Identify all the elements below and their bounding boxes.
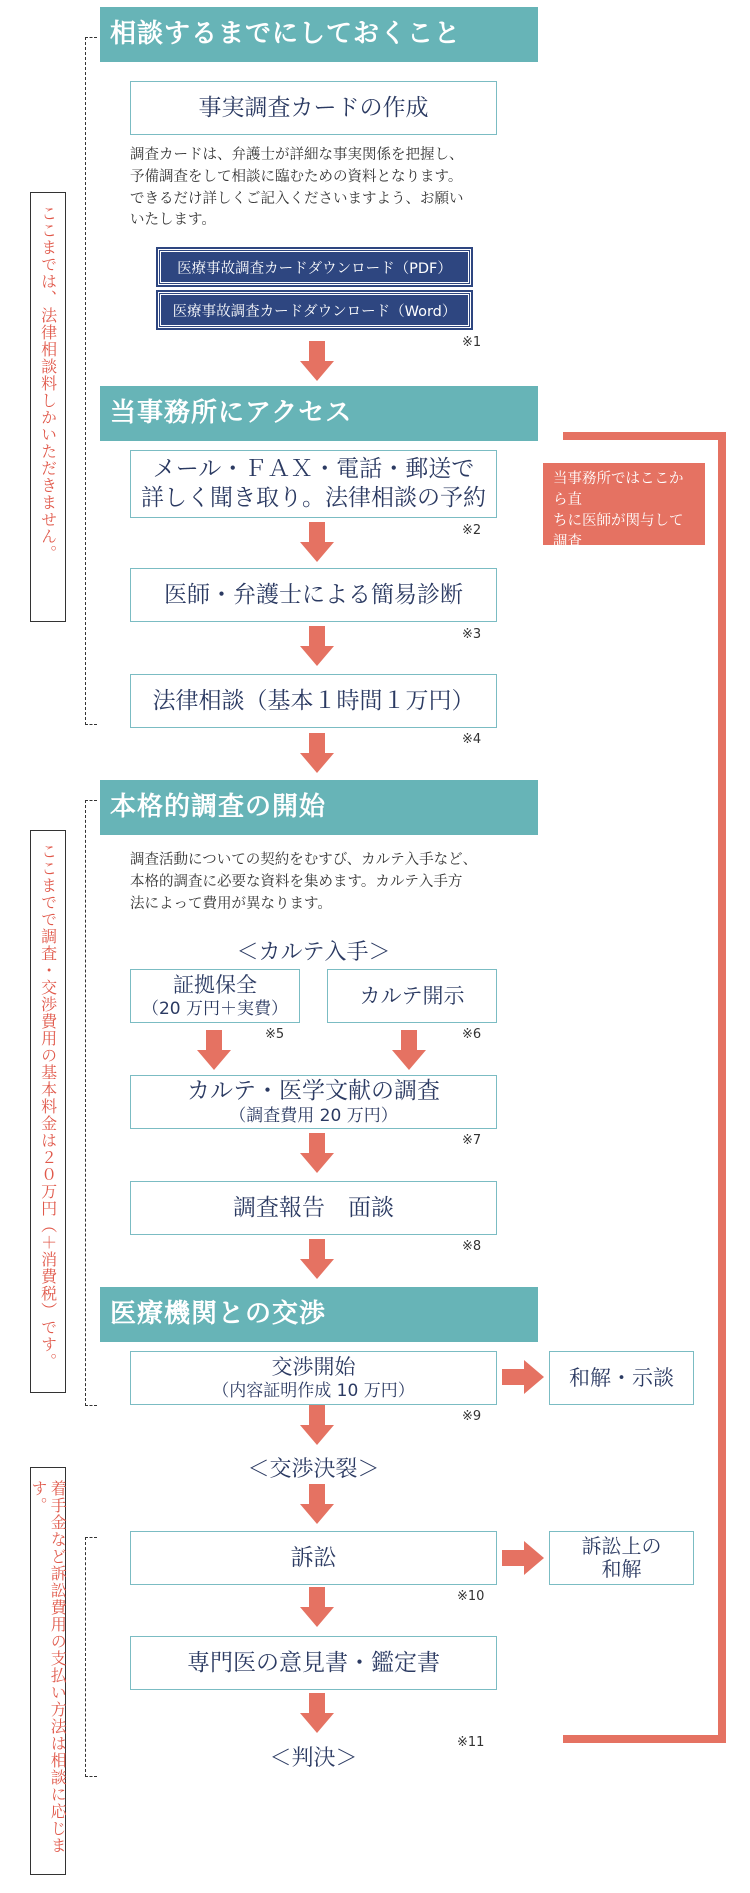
desc-line: 調査カードは、弁護士が詳細な事実関係を把握し、 [130,147,464,163]
contact-reservation-box [130,450,497,518]
red-note-line: を開始します。 [553,555,654,572]
note-2: ※2 [462,523,482,538]
negotiation-breakdown-label: ＜交渉決裂＞ [247,1457,380,1482]
note-10: ※10 [457,1589,485,1604]
investigation-report-title: 調査報告 面談 [233,1194,394,1221]
karte-disclosure-title: カルテ開示 [359,983,465,1008]
note-9: ※9 [462,1409,482,1424]
expert-opinion-box [130,1636,497,1690]
section-header-negotiation: 医療機関との交渉 [100,1287,538,1342]
down-arrow-icon [300,626,334,666]
desc-line: 法によって費用が異なります。 [130,895,332,912]
note-8: ※8 [462,1239,482,1254]
simple-diagnosis-box [130,568,497,622]
note-11: ※11 [457,1735,485,1750]
card-description [130,145,510,232]
investigation-description [130,850,515,915]
expert-opinion-title: 専門医の意見書・鑑定書 [187,1649,440,1676]
lawsuit-box [130,1531,497,1585]
note-1: ※1 [462,335,482,350]
down-arrow-icon [300,1133,334,1173]
evidence-preservation-box [130,969,300,1023]
desc-line: できるだけ詳しくご記入くださいますよう、お願い [130,190,464,207]
red-note-line: ちに医師が関与して調査 [553,513,684,551]
down-arrow-icon [197,1030,231,1070]
court-settlement-line-1: 訴訟上の [581,1534,662,1558]
bracket-free-consult [85,37,97,725]
lawsuit-title: 訴訟 [290,1544,337,1571]
section-header-preparation: 相談するまでにしておくこと [100,7,538,62]
down-arrow-icon [392,1030,426,1070]
card-creation-title: 事実調査カードの作成 [198,94,429,121]
red-note-line: 当事務所ではここから直 [553,471,684,509]
section-header-access: 当事務所にアクセス [100,386,538,441]
bracket-investigation [85,800,97,1406]
right-arrow-icon [502,1360,544,1394]
contact-line-1: メール・ＦＡＸ・電話・郵送で [152,456,475,483]
contact-line-2: 詳しく聞き取り。法律相談の予約 [141,485,486,511]
note-7: ※7 [462,1133,482,1148]
side-note-lawsuit-payment [30,1467,66,1875]
down-arrow-icon [300,522,334,562]
karte-acquisition-heading: ＜カルテ入手＞ [236,940,391,965]
negotiation-start-box [130,1351,497,1405]
download-word-button[interactable]: 医療事故調査カードダウンロード（Word） [158,292,471,328]
side-note-text: ここまでで調査・交渉費用の基本料金は２０万円（＋消費税）です。 [38,843,58,1370]
section-header-investigation: 本格的調査の開始 [100,780,538,835]
karte-research-box [130,1075,497,1129]
right-arrow-icon [502,1541,544,1575]
karte-research-fee: （調査費用 20 万円） [229,1106,398,1127]
karte-disclosure-box [327,969,497,1023]
side-note-text: ここまでは、法律相談料しかいただきません。 [38,205,58,562]
evidence-fee: （20 万円＋実費） [141,999,289,1020]
flow-line-right [718,432,726,1743]
down-arrow-icon [300,1587,334,1627]
negotiation-start-title: 交渉開始 [271,1354,356,1379]
doctor-involvement-note [543,463,705,572]
settlement-box [549,1351,694,1405]
down-arrow-icon [300,1239,334,1279]
down-arrow-icon [300,1405,334,1445]
card-creation-box [130,81,497,135]
desc-line: 予備調査をして相談に臨むための資料となります。 [130,168,463,185]
desc-line: 本格的調査に必要な資料を集めます。カルテ入手方 [130,873,463,890]
legal-consult-title: 法律相談（基本１時間１万円） [152,687,475,714]
legal-consult-box [130,674,497,728]
court-settlement-box [549,1531,694,1585]
investigation-report-box [130,1181,497,1235]
simple-diagnosis-title: 医師・弁護士による簡易診断 [164,581,463,608]
judgment-label: ＜判決＞ [269,1746,358,1771]
side-note-text: 着手金など訴訟費用の支払い方法は相談に応じます。 [29,1480,68,1854]
flow-line-bottom [563,1735,726,1743]
flow-line-top [563,432,726,440]
note-5: ※5 [265,1027,285,1042]
desc-line: 調査活動についての契約をむすび、カルテ入手など、 [130,852,478,868]
desc-line: いたします。 [130,212,216,229]
note-6: ※6 [462,1027,482,1042]
note-4: ※4 [462,732,482,747]
karte-research-title: カルテ・医学文献の調査 [187,1077,440,1104]
court-settlement-line-2: 和解 [601,1557,642,1581]
download-pdf-button[interactable]: 医療事故調査カードダウンロード（PDF） [158,249,471,285]
evidence-title: 証拠保全 [173,972,257,997]
side-note-investigation-fee [30,830,66,1393]
settlement-title: 和解・示談 [569,1365,674,1390]
side-note-free-consult [30,192,66,622]
down-arrow-icon [300,1693,334,1733]
down-arrow-icon [300,733,334,773]
bracket-lawsuit [85,1537,97,1777]
note-3: ※3 [462,627,482,642]
down-arrow-icon [300,341,334,381]
negotiation-start-fee: （内容証明作成 10 万円） [212,1381,415,1402]
down-arrow-icon [300,1484,334,1524]
